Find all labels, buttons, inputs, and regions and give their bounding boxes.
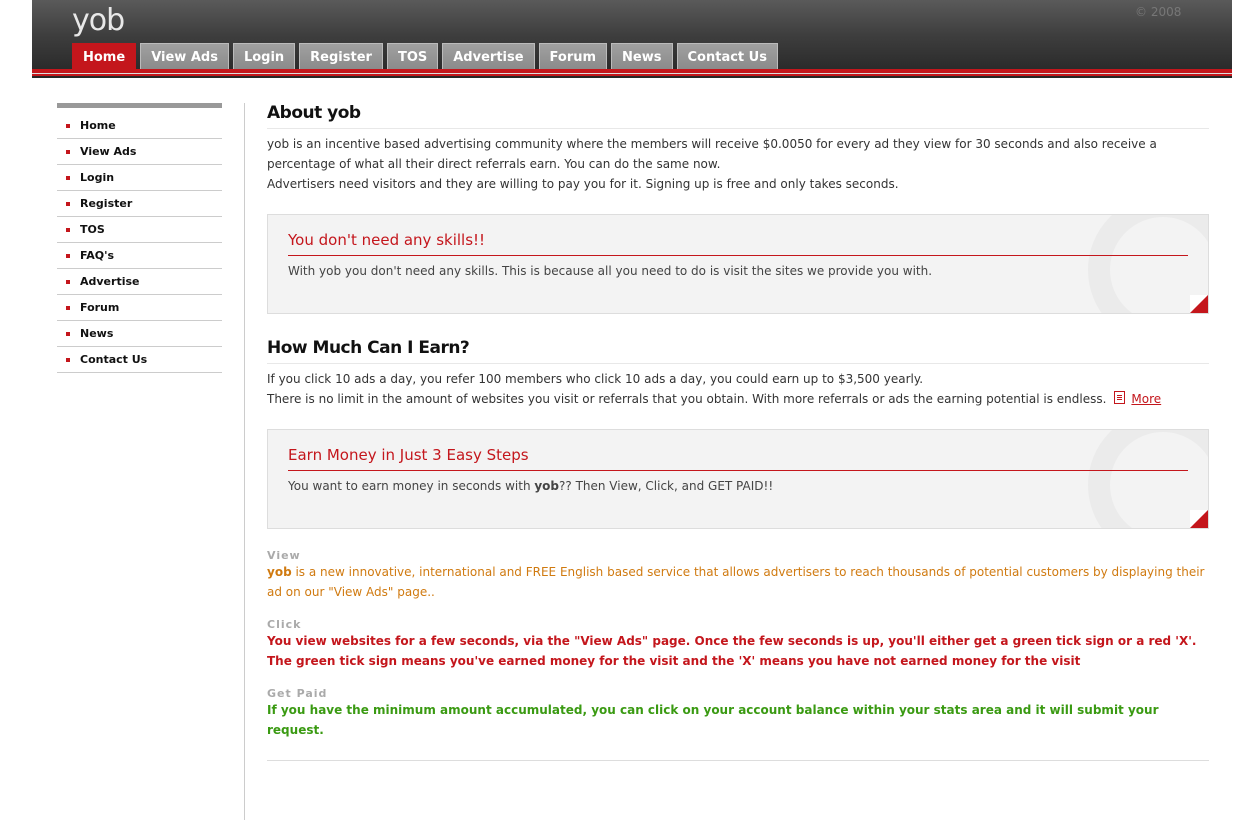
view-step-body: is a new innovative, international and FREE English based service that allows advertisers to reach thousands of potential customers by displaying their ad on our "View Ads" page.. [267, 565, 1205, 599]
sidebar-item-label: Home [80, 119, 116, 132]
bullet-icon [66, 306, 70, 310]
sidebar-item-advertise[interactable] [57, 269, 222, 295]
bullet-icon [66, 254, 70, 258]
sidebar-item-label: News [80, 327, 114, 340]
sidebar-item-news[interactable] [57, 321, 222, 347]
sidebar-top-bar [57, 103, 222, 108]
bottom-divider [267, 760, 1209, 761]
tab-forum[interactable]: Forum [539, 43, 608, 70]
bullet-icon [66, 358, 70, 362]
copyright-text: © 2008 [1135, 5, 1182, 19]
main-nav-tabs [72, 43, 778, 70]
sidebar-item-label: Forum [80, 301, 120, 314]
header-red-underline [32, 74, 1232, 76]
steps-box [267, 429, 1209, 529]
corner-flag-icon [1190, 295, 1208, 313]
bullet-icon [66, 150, 70, 154]
sidebar-item-view-ads[interactable] [57, 139, 222, 165]
sidebar-item-label: View Ads [80, 145, 137, 158]
sidebar-nav [57, 103, 222, 373]
site-header [32, 0, 1232, 78]
view-step-brand: yob [267, 565, 292, 579]
steps-text-brand: yob [534, 479, 560, 493]
sidebar-item-label: Contact Us [80, 353, 148, 366]
sidebar-item-forum[interactable] [57, 295, 222, 321]
sidebar-item-label: Login [80, 171, 115, 184]
document-icon[interactable] [1114, 391, 1125, 404]
skills-box [267, 214, 1209, 314]
earn-text-2 [267, 389, 1209, 409]
site-logo[interactable]: yob [72, 3, 125, 38]
bullet-icon [66, 124, 70, 128]
sidebar-item-tos[interactable] [57, 217, 222, 243]
tab-register[interactable]: Register [299, 43, 383, 70]
click-step-label: Click [267, 618, 302, 631]
bullet-icon [66, 332, 70, 336]
earn-text-2-body: There is no limit in the amount of websites you visit or referrals that you obtain. With more referrals or ads the earning potential is endless. [267, 392, 1107, 406]
earn-title: How Much Can I Earn? [267, 338, 1209, 364]
about-text-2: Advertisers need visitors and they are willing to pay you for it. Signing up is free and only takes seconds. [267, 177, 899, 191]
steps-text-after: ?? Then View, Click, and GET PAID!! [559, 479, 774, 493]
sidebar-item-faqs[interactable] [57, 243, 222, 269]
bullet-icon [66, 176, 70, 180]
tab-view-ads[interactable]: View Ads [140, 43, 229, 70]
tab-advertise[interactable]: Advertise [442, 43, 534, 70]
sidebar-item-home[interactable] [57, 113, 222, 139]
bullet-icon [66, 280, 70, 284]
bullet-icon [66, 228, 70, 232]
paid-step-label: Get Paid [267, 687, 328, 700]
tab-tos[interactable]: TOS [387, 43, 438, 70]
sidebar-item-label: TOS [80, 223, 105, 236]
steps-text-before: You want to earn money in seconds with [288, 479, 535, 493]
sidebar-item-contact-us[interactable] [57, 347, 222, 373]
paid-step-text: If you have the minimum amount accumulated, you can click on your account balance within your stats area and it will submit your request. [267, 703, 1159, 737]
about-text-1: yob is an incentive based advertising community where the members will receive $0.0050 for every ad they view for 30 seconds and also receive a percentage of what all their direct referrals earn. You can do the same now. [267, 137, 1157, 171]
click-step-text: You view websites for a few seconds, via the "View Ads" page. Once the few seconds is up, you'll either get a green tick sign or a red 'X'. The green tick sign means you've earned money for the visit and the 'X' means you have not earned money for the visit [267, 634, 1197, 668]
sidebar-item-label: FAQ's [80, 249, 115, 262]
corner-flag-icon [1190, 510, 1208, 528]
main-content [267, 103, 1209, 761]
skills-box-text: With yob you don't need any skills. This is because all you need to do is visit the sites we provide you with. [288, 264, 933, 278]
more-link[interactable]: More [1131, 392, 1162, 406]
steps-box-title: Earn Money in Just 3 Easy Steps [288, 446, 1188, 471]
about-title: About yob [267, 103, 1209, 129]
sidebar-item-label: Advertise [80, 275, 140, 288]
view-step-label: View [267, 549, 301, 562]
tab-news[interactable]: News [611, 43, 672, 70]
earn-text-1: If you click 10 ads a day, you refer 100 members who click 10 ads a day, you could earn up to $3,500 yearly. [267, 372, 924, 386]
bullet-icon [66, 202, 70, 206]
sidebar-item-label: Register [80, 197, 133, 210]
sidebar-item-register[interactable] [57, 191, 222, 217]
tab-home[interactable]: Home [72, 43, 136, 70]
sidebar-item-login[interactable] [57, 165, 222, 191]
steps-box-text [288, 479, 1188, 493]
view-step-text [267, 562, 1209, 602]
tab-contact-us[interactable]: Contact Us [677, 43, 778, 70]
tab-login[interactable]: Login [233, 43, 295, 70]
column-divider [244, 103, 245, 820]
skills-box-title: You don't need any skills!! [288, 231, 1188, 256]
